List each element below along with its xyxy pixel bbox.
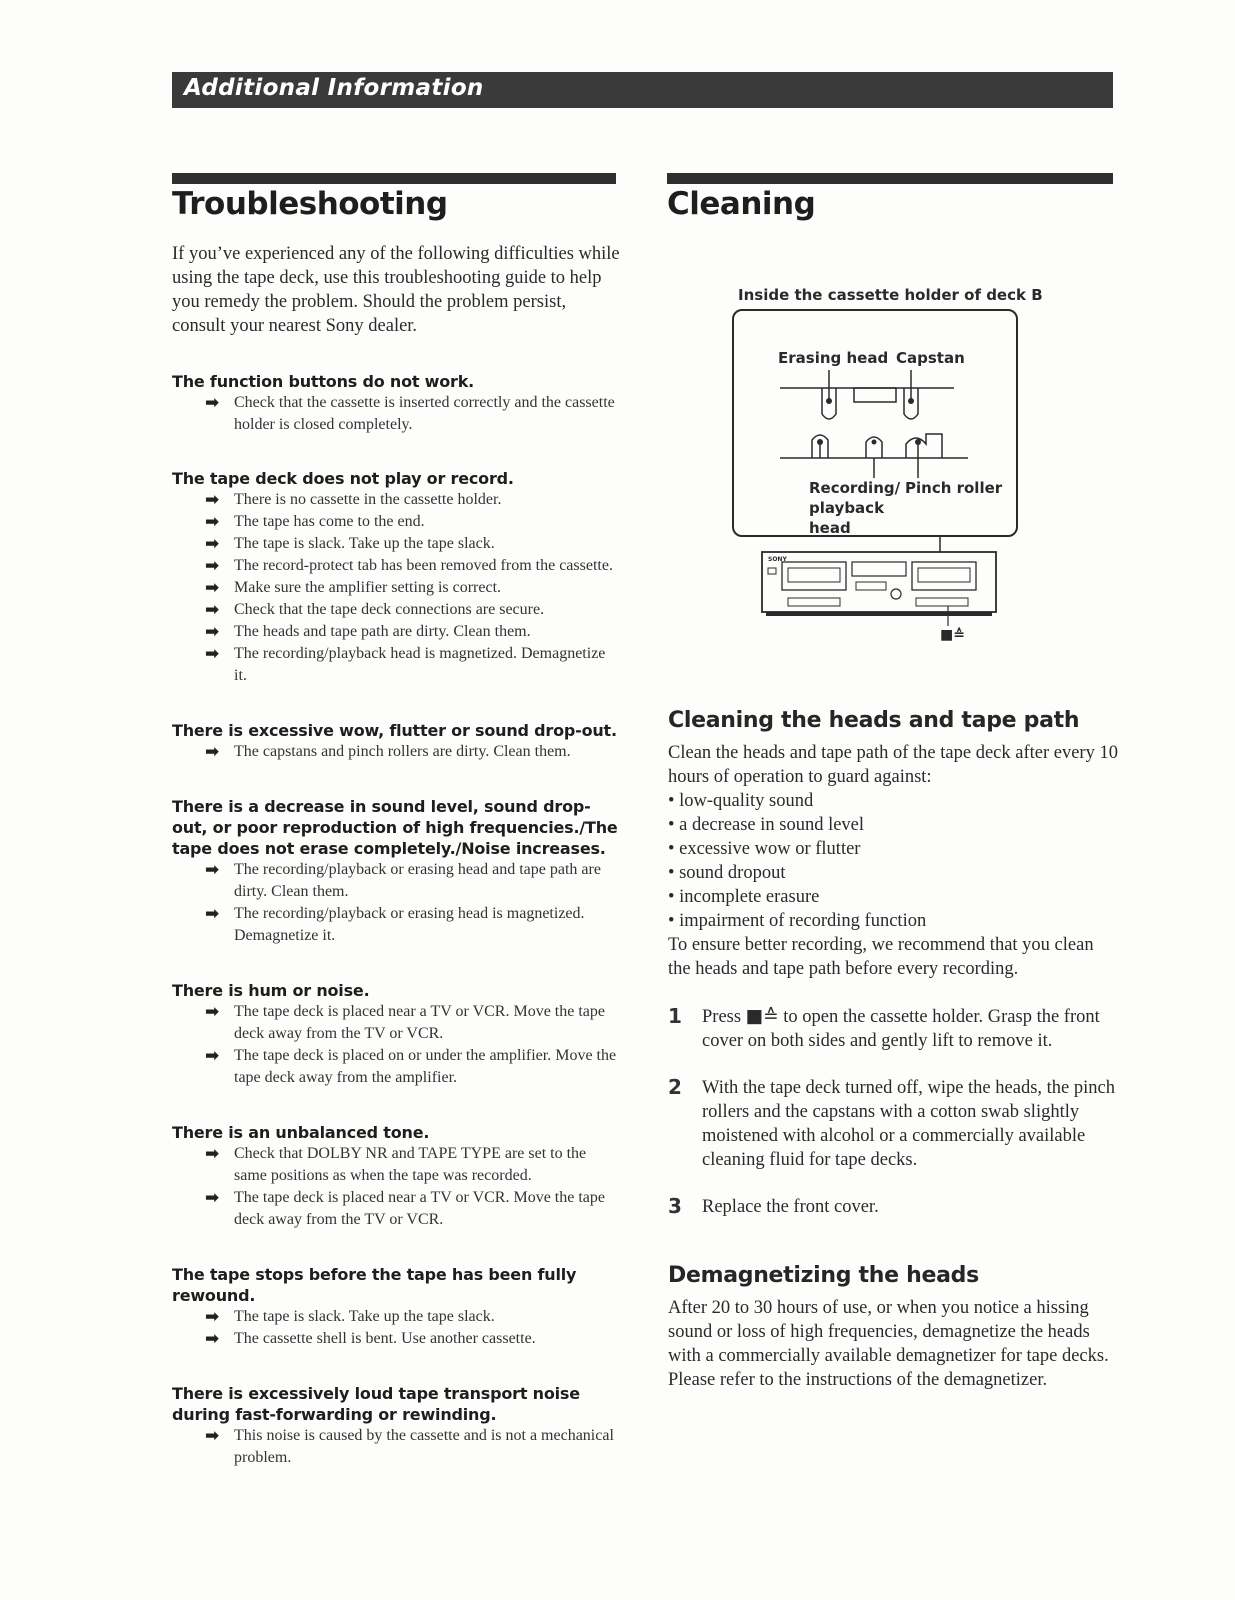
troubleshooting-column (172, 242, 622, 1469)
problem-heading: There is excessive wow, flutter or sound drop-out. (172, 721, 617, 740)
heads-cleaning-intro: Clean the heads and tape path of the tape deck after every 10 hours of operation to guard against: (668, 743, 1118, 787)
bullet-dot-icon: • (668, 815, 680, 835)
solution-item (172, 1045, 622, 1089)
recording-head-label (809, 478, 900, 538)
arrow-right-icon: ➡ (205, 904, 220, 924)
arrow-right-icon: ➡ (205, 1144, 220, 1164)
troubleshooting-title: Troubleshooting (172, 186, 448, 222)
pinch-roller-label: Pinch roller (905, 479, 1003, 497)
arrow-right-icon: ➡ (205, 534, 220, 554)
step-text-post: to open the cassette holder. Grasp the front cover on both sides and gently lift to remove it. (702, 1007, 1100, 1051)
arrow-right-icon: ➡ (205, 578, 220, 598)
arrow-right-icon: ➡ (205, 490, 220, 510)
step-number: 1 (668, 1004, 682, 1028)
solution-text: The tape is slack. Take up the tape slack. (234, 1308, 495, 1325)
list-item (668, 837, 1118, 861)
arrow-right-icon: ➡ (205, 1046, 220, 1066)
bullet-dot-icon: • (668, 839, 680, 859)
arrow-right-icon: ➡ (205, 1329, 220, 1349)
solution-text: The recording/playback or erasing head and tape path are dirty. Clean them. (234, 861, 601, 900)
arrow-right-icon: ➡ (205, 600, 220, 620)
arrow-right-icon: ➡ (205, 1426, 220, 1446)
head-block (854, 388, 896, 402)
capstan-label: Capstan (896, 349, 965, 367)
stop-eject-icon: ■≙ (745, 1006, 779, 1027)
step-number: 3 (668, 1194, 682, 1218)
arrow-right-icon: ➡ (205, 393, 220, 413)
solution-item (172, 511, 622, 533)
troubleshooting-rule (172, 173, 616, 184)
list-item (668, 861, 1118, 885)
arrow-right-icon: ➡ (205, 556, 220, 576)
solution-item (172, 741, 622, 763)
recording-head-line-3: head (809, 519, 851, 537)
step-item (668, 1005, 1118, 1053)
list-item (668, 909, 1118, 933)
solution-text: The heads and tape path are dirty. Clean them. (234, 623, 531, 640)
solution-text: Check that the tape deck connections are secure. (234, 601, 545, 618)
list-item-text: sound dropout (679, 863, 786, 883)
problem-item (172, 1264, 622, 1350)
arrow-right-icon: ➡ (205, 1188, 220, 1208)
solution-item (172, 599, 622, 621)
solution-text: The tape is slack. Take up the tape slack. (234, 535, 495, 552)
solution-item (172, 577, 622, 599)
problem-heading: There is excessively loud tape transport noise during fast-forwarding or rewinding. (172, 1384, 580, 1424)
solution-item (172, 555, 622, 577)
heads-cleaning-title: Cleaning the heads and tape path (668, 708, 1080, 733)
stop-eject-button-label: ■≙ (940, 627, 965, 643)
deck-base (766, 612, 992, 616)
pinch-roller-shape (906, 434, 942, 458)
banner-title: Additional Information (184, 75, 484, 101)
solution-text: The record-protect tab has been removed from the cassette. (234, 557, 613, 574)
bullet-dot-icon: • (668, 863, 680, 883)
solution-item (172, 859, 622, 903)
solution-text: The recording/playback head is magnetized. Demagnetize it. (234, 645, 606, 684)
problem-item (172, 468, 622, 687)
brand-logo: SONY (768, 556, 787, 563)
cleaning-column (668, 708, 1118, 1392)
problem-heading: The function buttons do not work. (172, 372, 475, 391)
arrow-right-icon: ➡ (205, 512, 220, 532)
diagram-drawing (728, 284, 1028, 656)
bullet-dot-icon: • (668, 791, 680, 811)
recording-head-line-1: Recording/ (809, 479, 901, 497)
step-text: With the tape deck turned off, wipe the heads, the pinch rollers and the capstans with a cotton swab slightly moistened with alcohol or a commercially available cleaning fluid for tape decks. (702, 1078, 1115, 1170)
list-item-text: low-quality sound (679, 791, 814, 811)
arrow-right-icon: ➡ (205, 1307, 220, 1327)
solution-item (172, 533, 622, 555)
problem-item (172, 980, 622, 1089)
demagnetizing-title: Demagnetizing the heads (668, 1263, 979, 1288)
solution-text: There is no cassette in the cassette holder. (234, 491, 502, 508)
step-text-pre: Press (702, 1007, 746, 1027)
bullet-dot-icon: • (668, 887, 680, 907)
problem-heading: There is hum or noise. (172, 981, 370, 1000)
solution-text: Make sure the amplifier setting is correct. (234, 579, 502, 596)
list-item-text: a decrease in sound level (679, 815, 865, 835)
arrow-right-icon: ➡ (205, 622, 220, 642)
step-text: Replace the front cover. (702, 1197, 879, 1217)
bullet-dot-icon: • (668, 911, 680, 931)
solution-text: The tape deck is placed near a TV or VCR. Move the tape deck away from the TV or VCR. (234, 1189, 605, 1228)
list-item (668, 813, 1118, 837)
problem-item (172, 1383, 622, 1469)
arrow-right-icon: ➡ (205, 1002, 220, 1022)
problem-heading: The tape stops before the tape has been fully rewound. (172, 1265, 577, 1305)
solution-text: The cassette shell is bent. Use another cassette. (234, 1330, 536, 1347)
solution-item (172, 903, 622, 947)
step-number: 2 (668, 1075, 682, 1099)
problem-heading: The tape deck does not play or record. (172, 469, 514, 488)
solution-item (172, 1425, 622, 1469)
problem-list (668, 789, 1118, 933)
arrow-right-icon: ➡ (205, 644, 220, 664)
solution-item (172, 621, 622, 643)
solution-item (172, 1143, 622, 1187)
section-banner (172, 72, 1113, 108)
heads-cleaning-note: To ensure better recording, we recommend that you clean the heads and tape path before every recording. (668, 935, 1094, 979)
arrow-right-icon: ➡ (205, 860, 220, 880)
cleaning-title: Cleaning (667, 186, 816, 222)
solution-item (172, 643, 622, 687)
solution-item (172, 392, 622, 436)
cassette-holder-diagram (728, 284, 1043, 656)
solution-text: The recording/playback or erasing head is magnetized. Demagnetize it. (234, 905, 585, 944)
list-item-text: incomplete erasure (679, 887, 820, 907)
solution-text: This noise is caused by the cassette and is not a mechanical problem. (234, 1427, 614, 1466)
cleaning-steps (668, 1005, 1118, 1219)
solution-text: The tape deck is placed near a TV or VCR. Move the tape deck away from the TV or VCR. (234, 1003, 605, 1042)
step-item (668, 1076, 1118, 1172)
recording-head-line-2: playback (809, 499, 885, 517)
problem-item (172, 720, 622, 763)
problem-heading: There is an unbalanced tone. (172, 1123, 430, 1142)
troubleshooting-intro: If you’ve experienced any of the following difficulties while using the tape deck, use this troubleshooting guide to help you remedy the problem. Should the problem persist, consult your nearest Sony dealer. (172, 244, 620, 336)
problem-item (172, 371, 622, 436)
list-item (668, 789, 1118, 813)
solution-text: Check that DOLBY NR and TAPE TYPE are set to the same positions as when the tape was recorded. (234, 1145, 587, 1184)
diagram-caption: Inside the cassette holder of deck B (738, 286, 1043, 304)
demagnetizing-text: After 20 to 30 hours of use, or when you notice a hissing sound or loss of high frequencies, demagnetize the heads with a commercially available demagnetizer for tape decks. Please refer to the instructions of the demagnetizer. (668, 1298, 1109, 1390)
step-item (668, 1195, 1118, 1219)
solution-text: The capstans and pinch rollers are dirty. Clean them. (234, 743, 571, 760)
cleaning-rule (667, 173, 1113, 184)
list-item-text: impairment of recording function (679, 911, 927, 931)
solution-item (172, 1187, 622, 1231)
problem-item (172, 1122, 622, 1231)
arrow-right-icon: ➡ (205, 742, 220, 762)
solution-text: Check that the cassette is inserted correctly and the cassette holder is closed completely. (234, 394, 615, 433)
solution-text: The tape has come to the end. (234, 513, 425, 530)
list-item (668, 885, 1118, 909)
solution-item (172, 1001, 622, 1045)
center-guide-dot (872, 440, 877, 445)
problem-heading: There is a decrease in sound level, sound drop-out, or poor reproduction of high frequencies./The tape does not erase completely./Noise increases. (172, 797, 618, 858)
solution-item (172, 1306, 622, 1328)
solution-text: The tape deck is placed on or under the amplifier. Move the tape deck away from the amplifier. (234, 1047, 617, 1086)
list-item-text: excessive wow or flutter (679, 839, 861, 859)
problem-item (172, 796, 622, 947)
solution-item (172, 1328, 622, 1350)
erasing-head-label: Erasing head (778, 349, 889, 367)
solution-item (172, 489, 622, 511)
